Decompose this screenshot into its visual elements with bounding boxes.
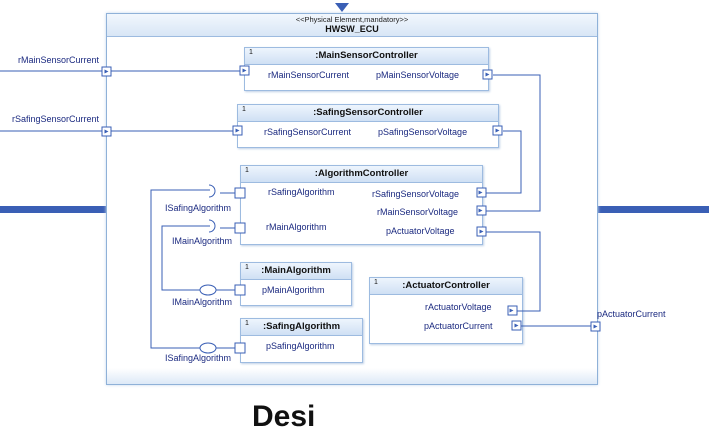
port-label-r-safing-sensor-current: rSafingSensorCurrent xyxy=(264,127,352,137)
wire-safing-sensor-voltage xyxy=(486,131,521,193)
external-label-p-actuator-current: pActuatorCurrent xyxy=(597,309,666,319)
port-algorithm-r-safing xyxy=(235,188,245,198)
wire-imain-loop xyxy=(162,226,210,290)
port-label-p-safing-algorithm: pSafingAlgorithm xyxy=(266,341,335,351)
port-safing-algorithm xyxy=(235,343,245,353)
port-algorithm-r-main xyxy=(235,223,245,233)
port-label-p-main-algorithm: pMainAlgorithm xyxy=(262,285,325,295)
port-label-p-main-sensor-voltage: pMainSensorVoltage xyxy=(376,70,460,80)
port-label-r-main-algorithm: rMainAlgorithm xyxy=(266,222,327,232)
external-label-r-safing-sensor-current: rSafingSensorCurrent xyxy=(12,114,100,124)
bottom-partial-text: Desi xyxy=(252,400,316,433)
socket-isafing xyxy=(209,185,215,197)
part-title: :AlgorithmController xyxy=(314,168,409,179)
port-label-r-main-sensor-voltage: rMainSensorVoltage xyxy=(377,207,459,217)
wire-actuator-voltage xyxy=(486,232,540,311)
port-label-r-safing-sensor-voltage: rSafingSensorVoltage xyxy=(372,189,460,199)
ecu-title: HWSW_ECU xyxy=(325,24,379,34)
interface-label-isafing-top: ISafingAlgorithm xyxy=(165,203,232,213)
multiplicity: 1 xyxy=(242,106,246,113)
port-label-p-actuator-voltage: pActuatorVoltage xyxy=(386,226,455,236)
part-title: :MainAlgorithm xyxy=(261,265,331,276)
port-label-r-actuator-voltage: rActuatorVoltage xyxy=(425,302,492,312)
multiplicity: 1 xyxy=(249,49,253,56)
port-main-algorithm xyxy=(235,285,245,295)
part-title: :MainSensorController xyxy=(315,50,418,61)
interface-label-imain-top: IMainAlgorithm xyxy=(172,236,233,246)
part-title: :SafingSensorController xyxy=(313,107,423,118)
port-label-p-actuator-current: pActuatorCurrent xyxy=(424,321,493,331)
part-title: :SafingAlgorithm xyxy=(262,321,341,332)
external-label-r-main-sensor-current: rMainSensorCurrent xyxy=(18,55,100,65)
port-label-r-main-sensor-current: rMainSensorCurrent xyxy=(268,70,350,80)
port-label-p-safing-sensor-voltage: pSafingSensorVoltage xyxy=(378,127,468,137)
port-label-r-safing-algorithm: rSafingAlgorithm xyxy=(268,187,335,197)
multiplicity: 1 xyxy=(245,320,249,327)
multiplicity: 1 xyxy=(245,167,249,174)
ecu-stereotype: <<Physical Element,mandatory>> xyxy=(295,15,409,24)
wire-main-sensor-voltage xyxy=(486,75,540,211)
part-title: :ActuatorController xyxy=(402,280,490,291)
ball-isafing xyxy=(200,343,216,353)
top-marker xyxy=(335,3,349,12)
ball-imain xyxy=(200,285,216,295)
multiplicity: 1 xyxy=(374,279,378,286)
interface-label-isafing-bottom: ISafingAlgorithm xyxy=(165,353,232,363)
interface-label-imain-bottom: IMainAlgorithm xyxy=(172,297,233,307)
multiplicity: 1 xyxy=(245,264,249,271)
wire-isafing-loop xyxy=(151,190,210,348)
